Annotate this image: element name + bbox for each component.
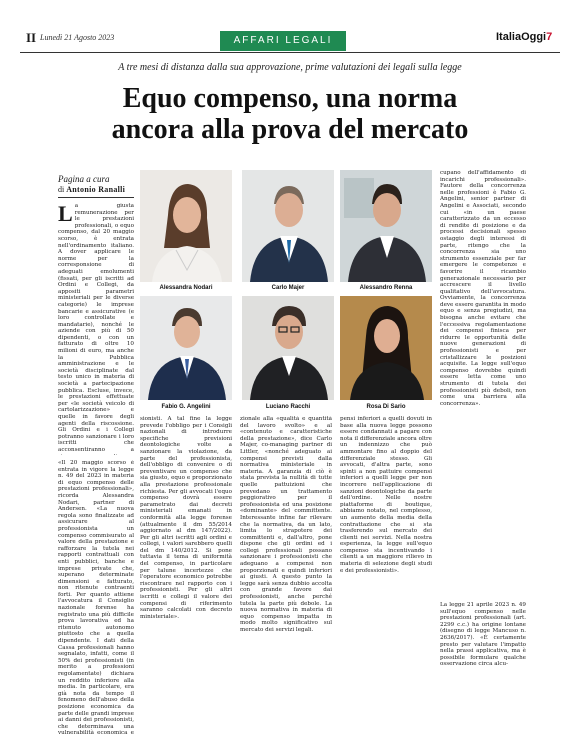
portrait-man-icon (140, 296, 232, 400)
portrait-man-icon (340, 170, 432, 282)
headline-line-1: Equo compenso, una norma (122, 83, 458, 114)
portrait-man-icon (242, 296, 334, 400)
photo-fabio-angelini (140, 296, 232, 400)
header-rule (20, 52, 560, 53)
page-number: II (26, 30, 37, 45)
portrait-woman-icon (140, 170, 232, 282)
article-headline (20, 83, 560, 145)
article-column-5: cupano dell'affidamento di incarichi professionali». Fautore della concorrenza nelle professioni è Fabio G. Angelini, senior partner di Angelini e Associati, secondo cui «in un paese caratterizzato da un eccesso di rendite di posizione e da processi decisionali spesso ostaggio degli interessi di parte, ritengo che la concorrenza sia uno strumento essenziale per far emergere le competenze e favorire il ricambio generazionale necessario per accrescere il livello qualitativo dell'avvocatura. Ovviamente, la concorrenza deve essere garantita in modo equo e senza pregiudizi, ma bisogna anche evitare che l'eccessiva regolamentazione dei compensi finisca per ridurre le opportunità delle nuove generazioni di professionisti e per cristallizzare le posizioni acquisite. La legge sull'equo compenso dovrebbe quindi essere letta come uno strumento di tutela dei professionisti più deboli, non come una barriera alla concorrenza». (440, 170, 526, 407)
author-divider (58, 197, 134, 198)
article-kicker: A tre mesi di distanza dalla sua approvazione, prime valutazioni dei legali sulla legge (118, 62, 462, 73)
caption-photo-1: Alessandra Nodari (159, 285, 213, 291)
article-column-4: pensi inferiori a quelli dovuti in base alla nuova legge possono essere condannati a pagare con nota il differenziale ancora oltre un indennizzo che può ammontare fino al doppio del differenziale stesso. Gli avvocati, d'altra parte, sono spinti a non pattuire compensi inferiori a quelli legge per non incorrere nell'applicazione di sanzioni deontologiche da parte dell'ordine. Nelle nostre piattaforme di boutique, abbiamo notato, nel complesso, un aumento della media della contrattazione che si sta trasferendo sul mercato dei clienti nei servizi. Nella nostra esperienza, la legge sull'equo compenso sta incentivando i clienti a un maggiore rilievo in materia di selezione degli studi e dei professionisti». (340, 416, 432, 574)
portrait-man-icon (242, 170, 334, 282)
article-column-2: sionisti. A tal fine la legge prevede l'obbligo per i Consigli nazionali di introdurre specifiche previsioni deontologiche volte a sanzionare la violazione, da parte del professionista, dell'obbligo di convenire o di preventivare un compenso che sia giusto, equo e proporzionato alla prestazione professionale richiesta. Per gli avvocati l'equo compenso dovrà essere parametrato dai decreti ministeriali emanati in conformità alla legge forense (attualmente il dm 55/2014 aggiornato al dm 147/2022). Per gli altri iscritti agli ordini e collegi, i valori sarebbero quelli del dm 140/2012. Si pone tuttavia il tema di uniformità del compenso, in particolare per talune incertezze che l'operatore economico potrebbe riscontrare nel rapporto con i professionisti. Per gli altri iscritti e collegi il valore dei compensi di riferimento saranno calcolati con decreto ministeriale». (140, 416, 232, 620)
byline: Pagina a cura (58, 174, 110, 184)
photo-alessandro-renna (340, 170, 432, 282)
photo-luciano-racchi (242, 296, 334, 400)
article-column-3: zionale alla «qualità e quantità del lavoro svolto» e al «contenuto e caratteristiche della prestazione», dice Carlo Majer, co-managing partner di Littler, «nonché adeguato ai compensi previsti dalla normativa ministeriale in materia. A garanzia di ciò è stata prevista la nullità di tutte quelle pattuizioni che prevedano un trattamento peggiorativo per il professionista ed una posizione «dominante» del committente. Interessante infine far rilevare che la normativa, da un lato, limita lo strapotere dei committenti e, dall'altro, pone dispone che gli ordini ed i collegi professionali possano sanzionare i professionisti che adeguano a compensi non proporzionati e quindi inferiori ai giusti. A questo punto la legge sarà senza dubbio accolta con grande favore dai professionisti, anche perché tutela la parte più debole. La nuova normativa in materia di equo compenso impatta in modo molto significativo sul mercato dei servizi legali. (240, 416, 332, 633)
caption-photo-4: Fabio G. Angelini (161, 404, 211, 410)
headline-line-2: ancora alla prova del mercato (111, 114, 469, 145)
caption-photo-3: Alessandro Renna (359, 285, 413, 291)
article-column-1-bottom: «Il 20 maggio scorso è entrata in vigore la legge n. 49 del 2023 in materia di equo compenso delle prestazioni professionali», ricorda Alessandra Nodari, partner di Andersen. «La nuova regola sono finalizzate ad assicurare al professionista un compenso commisurato al valore della prestazione e rafforzare la tutela nei rapporti contrattuali con enti pubblici, banche e imprese private che, superano determinate dimensioni e fatturato, non ritenute contraenti forti. Per quanto attiene l'avvocatura il Consiglio nazionale forense ha registrato una più difficile prova lavorativa ed ha ritenuto autonomo piuttosto che a quella dipendente. I dati della Cassa professionali hanno segnalato, infatti, come il 50% dei professionisti (in merito a professioni regolamentate) dichiara un reddito inferiore alla media. In particolare, era già nota da tempo il fenomeno dell'abuso della posizione economica da parte delle grandi imprese ai danni dei professionisti, che determinava una vulnerabilità economica e (58, 460, 134, 735)
article-column-6: La legge 21 aprile 2023 n. 49 sull'equo compenso nelle prestazioni professionali (art. 2299 c.c.) ha origine lontane (disegno di legge Mancuso n. 2636/2017). «È certamente presto per valutare l'impatto nella prassi applicativa, ma è possibile formulare qualche osservazione circa alcu- (440, 602, 526, 668)
caption-photo-5: Luciano Racchi (265, 404, 311, 410)
issue-date: Lunedì 21 Agosto 2023 (40, 33, 115, 42)
author: di Antonio Ranalli (58, 185, 126, 194)
photo-rosa-di-sario (340, 296, 432, 400)
photo-alessandra-nodari (140, 170, 232, 282)
masthead-logo: ItaliaOggi7 (496, 31, 553, 43)
portrait-woman-icon (340, 296, 432, 400)
photo-carlo-majer (242, 170, 334, 282)
caption-photo-6: Rosa Di Sario (366, 404, 406, 410)
article-column-1-top: La giusta remunerazione per le prestazioni professionali, o equo compenso, dal 20 maggio scorso, è entrata nell'ordinamento italiano. A dover applicare le norme per la corresponsione di adeguati emolumenti (fissati, per gli iscritti ad Ordini e Collegi, da appositi parametri ministeriali per le diverse categorie) le imprese bancarie e assicurative (e loro controllate e mandatarie), nonché le aziende con più di 50 dipendenti, o con un fatturato di oltre 10 milioni di euro, ma anche la Pubblica amministrazione e le società disciplinate dal testo unico in materia di società a partecipazione pubblica. Escluse, invece, le prestazioni effettuate per «le società veicolo di cartolarizzazione» e quelle in favore degli agenti della riscossione. Gli Ordini e i Collegi potranno sanzionare i loro iscritti che acconsentiranno a (58, 203, 134, 453)
caption-photo-2: Carlo Majer (271, 285, 305, 291)
section-label: AFFARI LEGALI (220, 31, 346, 51)
